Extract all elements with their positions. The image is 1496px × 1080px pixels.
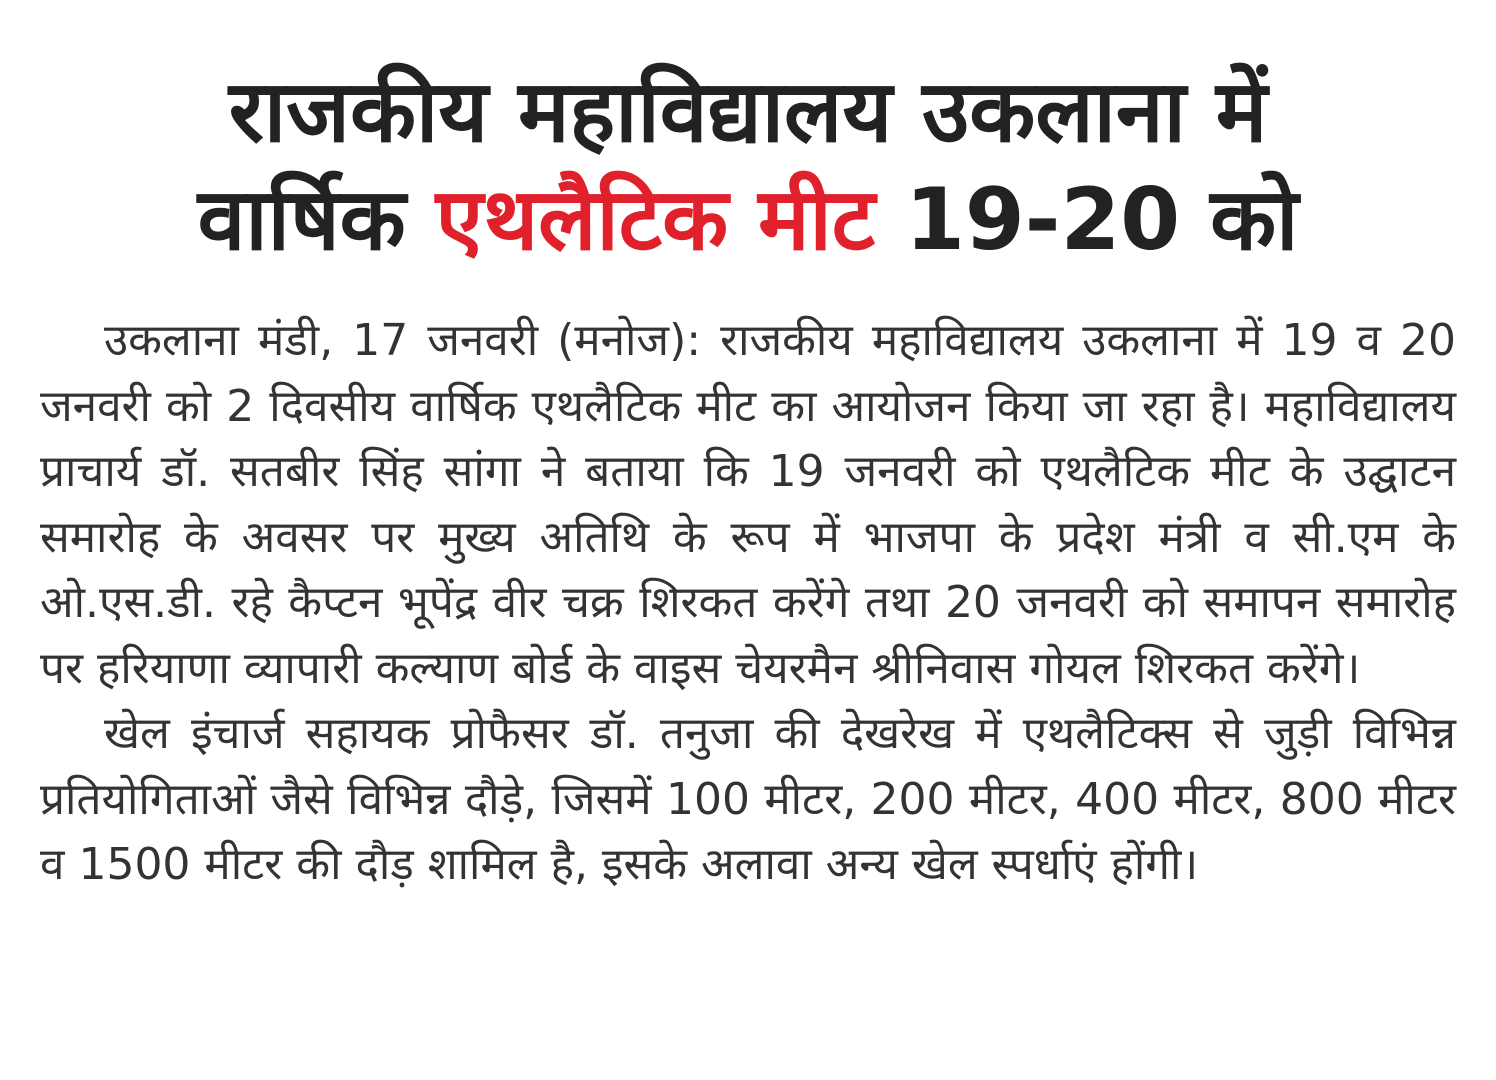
article-body [40,308,1456,898]
headline-line-2-suffix: 19-20 को [905,170,1299,270]
headline [40,58,1456,274]
headline-line-1: राजकीय महाविद्यालय उकलाना में [228,62,1268,162]
article-paragraph-2: खेल इंचार्ज सहायक प्रोफैसर डॉ. तनुजा की देखरेख में एथलैटिक्स से जुड़ी विभिन्न प्रतियोगिताओं जैसे विभिन्न दौड़े, जिसमें 100 मीटर, 200 मीटर, 400 मीटर, 800 मीटर व 1500 मीटर की दौड़ शामिल है, इसके अलावा अन्य खेल स्पर्धाएं होंगी। [40,708,1456,890]
headline-highlight: एथलैटिक मीट [435,170,876,270]
headline-line-2-prefix: वार्षिक [197,170,406,270]
article-paragraph-1: उकलाना मंडी, 17 जनवरी (मनोज): राजकीय महाविद्यालय उकलाना में 19 व 20 जनवरी को 2 दिवसीय वार्षिक एथलैटिक मीट का आयोजन किया जा रहा है। महाविद्यालय प्राचार्य डॉ. सतबीर सिंह सांगा ने बताया कि 19 जनवरी को एथलैटिक मीट के उद्घाटन समारोह के अवसर पर मुख्य अतिथि के रूप में भाजपा के प्रदेश मंत्री व सी.एम के ओ.एस.डी. रहे कैप्टन भूपेंद्र वीर चक्र शिरकत करेंगे तथा 20 जनवरी को समापन समारोह पर हरियाणा व्यापारी कल्याण बोर्ड के वाइस चेयरमैन श्रीनिवास गोयल शिरकत करेंगे। [40,315,1456,694]
